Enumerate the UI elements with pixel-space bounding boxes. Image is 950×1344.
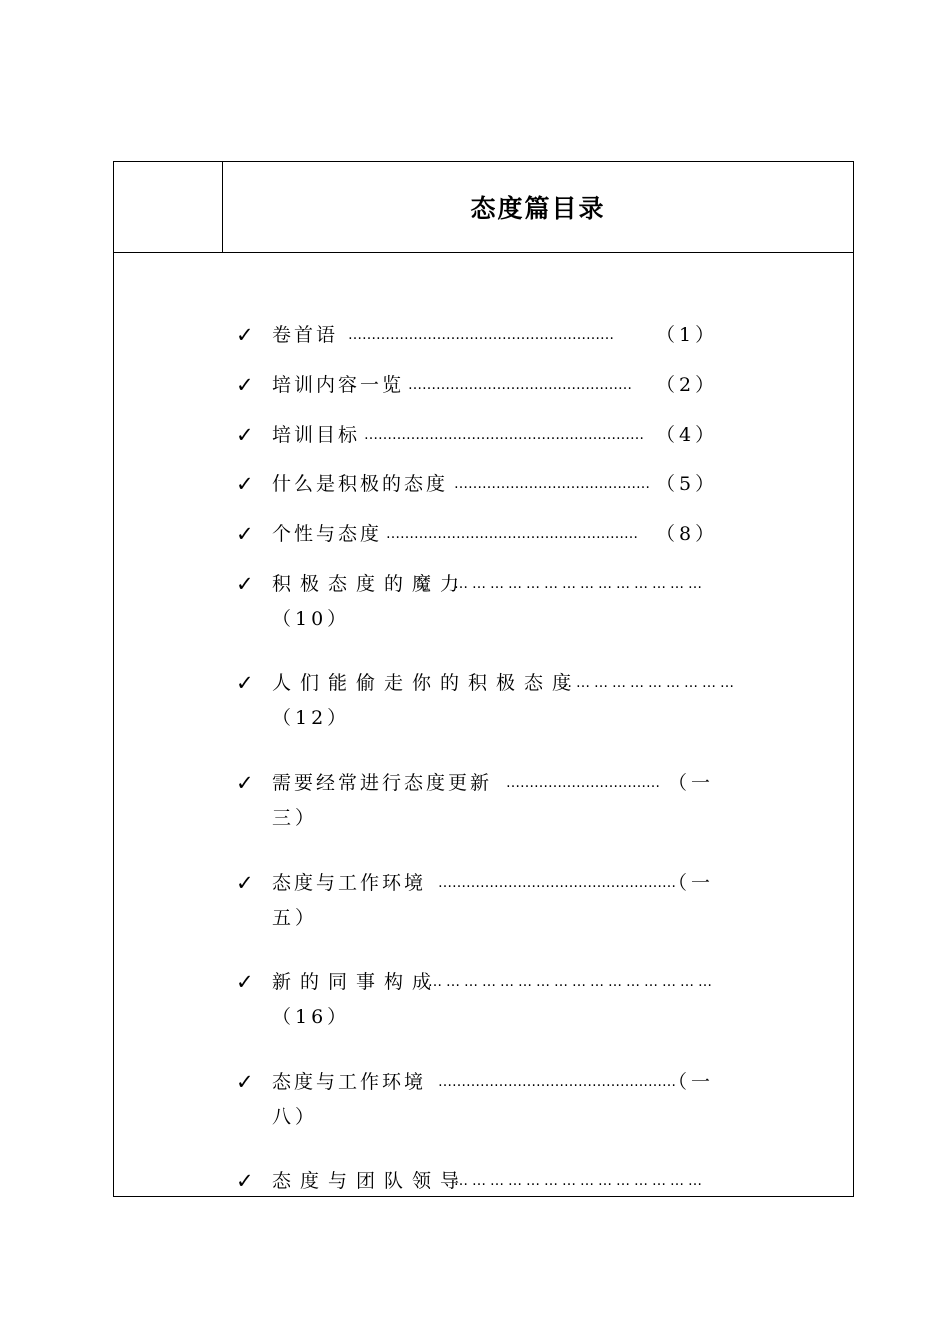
check-icon: ✓ — [236, 970, 254, 994]
toc-entry[interactable] — [236, 1067, 716, 1097]
dot-leader: …………………………………………… — [438, 1074, 676, 1090]
toc-entry-page: （10） — [272, 608, 351, 630]
toc-entry-page: （一 — [668, 1071, 715, 1093]
check-icon: ✓ — [236, 572, 254, 596]
toc-entry-page: （2） — [656, 374, 719, 396]
toc-entries — [114, 253, 853, 1196]
toc-entry-title: 培训内容一览 — [272, 374, 405, 396]
dot-leader: …………………………………… — [454, 476, 650, 492]
dot-leader: ………………………………………… — [428, 974, 716, 990]
dot-leader: …………………………………… — [454, 1173, 706, 1189]
check-icon: ✓ — [236, 472, 254, 496]
toc-entry[interactable] — [236, 469, 719, 499]
toc-entry[interactable] — [236, 370, 719, 400]
check-icon: ✓ — [236, 871, 254, 895]
toc-entry-title: 个性与态度 — [272, 523, 383, 545]
toc-entry[interactable] — [236, 320, 719, 350]
toc-entry-page: （5） — [656, 473, 719, 495]
dot-leader: …………………………………………… — [438, 875, 676, 891]
toc-entry-page: （16） — [272, 1006, 351, 1028]
toc-entry-page-cont: 八） — [272, 1106, 319, 1128]
check-icon: ✓ — [236, 671, 254, 695]
check-icon: ✓ — [236, 771, 254, 795]
toc-entry-page: （1） — [656, 324, 719, 346]
toc-entry[interactable] — [236, 519, 719, 549]
toc-entry-page: （8） — [656, 523, 719, 545]
toc-entry[interactable] — [236, 868, 716, 898]
toc-entry-title: 人们能偷走你的积极态度 — [272, 672, 581, 694]
toc-entry-page: （12） — [272, 707, 351, 729]
toc-entry-title: 积极态度的魔力 — [272, 573, 469, 595]
toc-entry-title: 态度与工作环境 — [272, 1071, 427, 1093]
toc-entry[interactable] — [236, 768, 716, 798]
dot-leader: …………………………………………………… — [364, 427, 644, 443]
header-blank-cell — [114, 162, 223, 252]
page-title: 态度篇目录 — [470, 194, 606, 223]
check-icon: ✓ — [236, 323, 254, 347]
toc-entry-title: 需要经常进行态度更新 — [272, 772, 493, 794]
dot-leader: ………………………… — [558, 675, 738, 691]
dot-leader: …………………………………… — [454, 576, 706, 592]
dot-leader: ………………………………………………… — [348, 327, 614, 343]
toc-entry-page-cont: 五） — [272, 907, 319, 929]
check-icon: ✓ — [236, 1070, 254, 1094]
dot-leader: …………………………… — [506, 775, 660, 791]
toc-entry-title: 态度与工作环境 — [272, 872, 427, 894]
toc-entry-title: 培训目标 — [272, 424, 361, 446]
check-icon: ✓ — [236, 423, 254, 447]
toc-entry-page: （4） — [656, 424, 719, 446]
toc-table — [113, 161, 854, 1197]
toc-entry-title: 卷首语 — [272, 324, 339, 346]
toc-entry-page-cont: 三） — [272, 807, 319, 829]
toc-entry[interactable] — [236, 1166, 716, 1196]
toc-entry-title: 态度与团队领导 — [272, 1170, 469, 1192]
toc-entry[interactable] — [236, 569, 716, 599]
check-icon: ✓ — [236, 1169, 254, 1193]
toc-entry[interactable] — [236, 420, 719, 450]
toc-entry-page: （一 — [668, 772, 715, 794]
toc-entry-title: 什么是积极的态度 — [272, 473, 449, 495]
header-row — [114, 162, 853, 253]
toc-entry[interactable] — [236, 967, 716, 997]
toc-entry-title: 新的同事构成 — [272, 971, 441, 993]
toc-entry-page: （一 — [668, 872, 715, 894]
check-icon: ✓ — [236, 373, 254, 397]
dot-leader: ………………………………………… — [408, 377, 632, 393]
check-icon: ✓ — [236, 522, 254, 546]
dot-leader: ……………………………………………… — [386, 526, 638, 542]
toc-entry[interactable] — [236, 668, 738, 698]
